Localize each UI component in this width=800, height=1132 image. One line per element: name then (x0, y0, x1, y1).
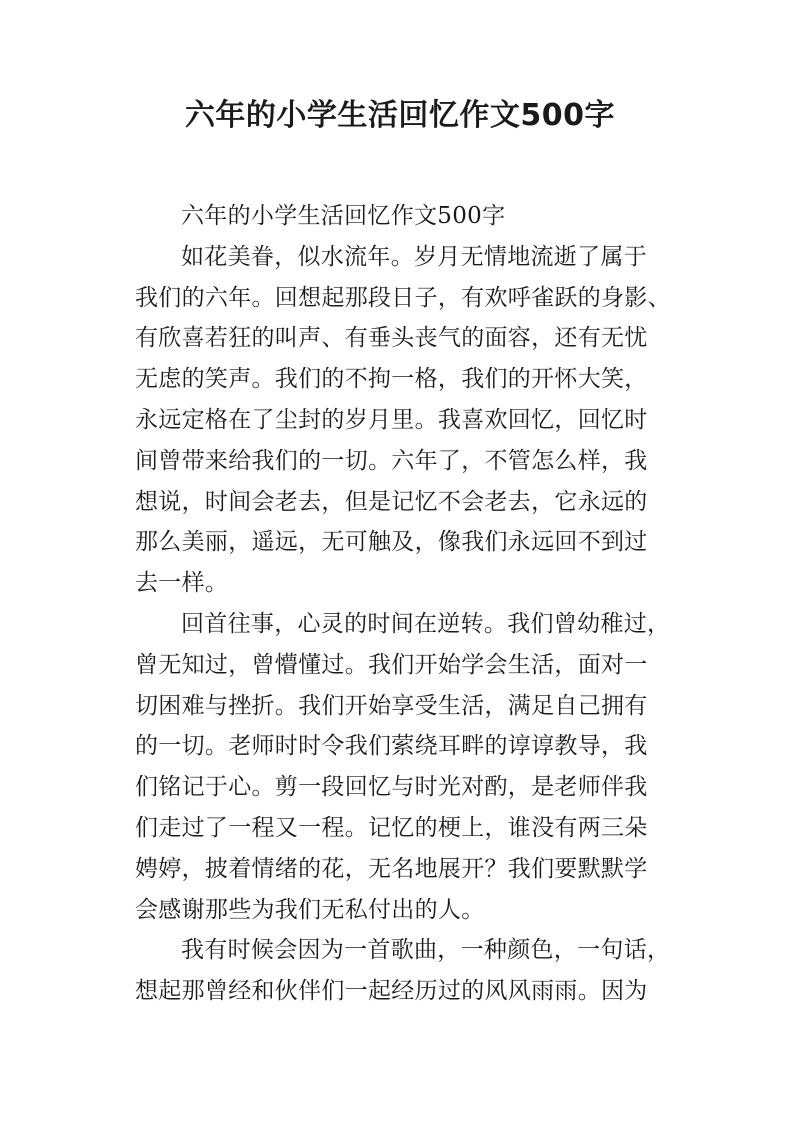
paragraph-line: 永远定格在了尘封的岁月里。我喜欢回忆，回忆时 (135, 406, 648, 433)
paragraph-line: 我们的六年。回想起那段日子，有欢呼雀跃的身影、 (135, 284, 671, 311)
document-title: 六年的小学生活回忆作文500字 (184, 98, 616, 133)
paragraph-line: 回首往事，心灵的时间在逆转。我们曾幼稚过， (181, 610, 671, 637)
paragraph-line: 有欣喜若狂的叫声、有垂头丧气的面容，还有无忧 (135, 325, 648, 352)
paragraph-line: 想说，时间会老去，但是记忆不会老去，它永远的 (135, 488, 648, 515)
paragraph-line: 如花美眷，似水流年。岁月无情地流逝了属于 (181, 243, 647, 270)
paragraph-line: 曾无知过，曾懵懂过。我们开始学会生活，面对一 (135, 651, 648, 678)
paragraph-line: 那么美丽，遥远，无可触及，像我们永远回不到过 (135, 529, 648, 556)
paragraph-line: 去一样。 (135, 570, 229, 597)
paragraph-line: 六年的小学生活回忆作文500字 (181, 203, 506, 229)
paragraph-line: 切困难与挫折。我们开始享受生活，满足自己拥有 (135, 692, 648, 719)
paragraph-line: 间曾带来给我们的一切。六年了，不管怎么样，我 (135, 447, 648, 474)
paragraph-line: 娉婷，披着情绪的花，无名地展开？我们要默默学 (135, 855, 648, 882)
paragraph-line: 们走过了一程又一程。记忆的梗上，谁没有两三朵 (135, 814, 648, 841)
paragraph-line: 会感谢那些为我们无私付出的人。 (135, 896, 485, 923)
document-body (135, 196, 670, 1012)
paragraph-line: 无虑的笑声。我们的不拘一格，我们的开怀大笑， (135, 366, 648, 393)
paragraph-line: 们铭记于心。剪一段回忆与时光对酌，是老师伴我 (135, 774, 648, 801)
paragraph-line: 我有时候会因为一首歌曲，一种颜色，一句话， (181, 937, 671, 964)
paragraph-line: 的一切。老师时时令我们萦绕耳畔的谆谆教导，我 (135, 733, 648, 760)
paragraph-line: 想起那曾经和伙伴们一起经历过的风风雨雨。因为 (135, 978, 648, 1005)
